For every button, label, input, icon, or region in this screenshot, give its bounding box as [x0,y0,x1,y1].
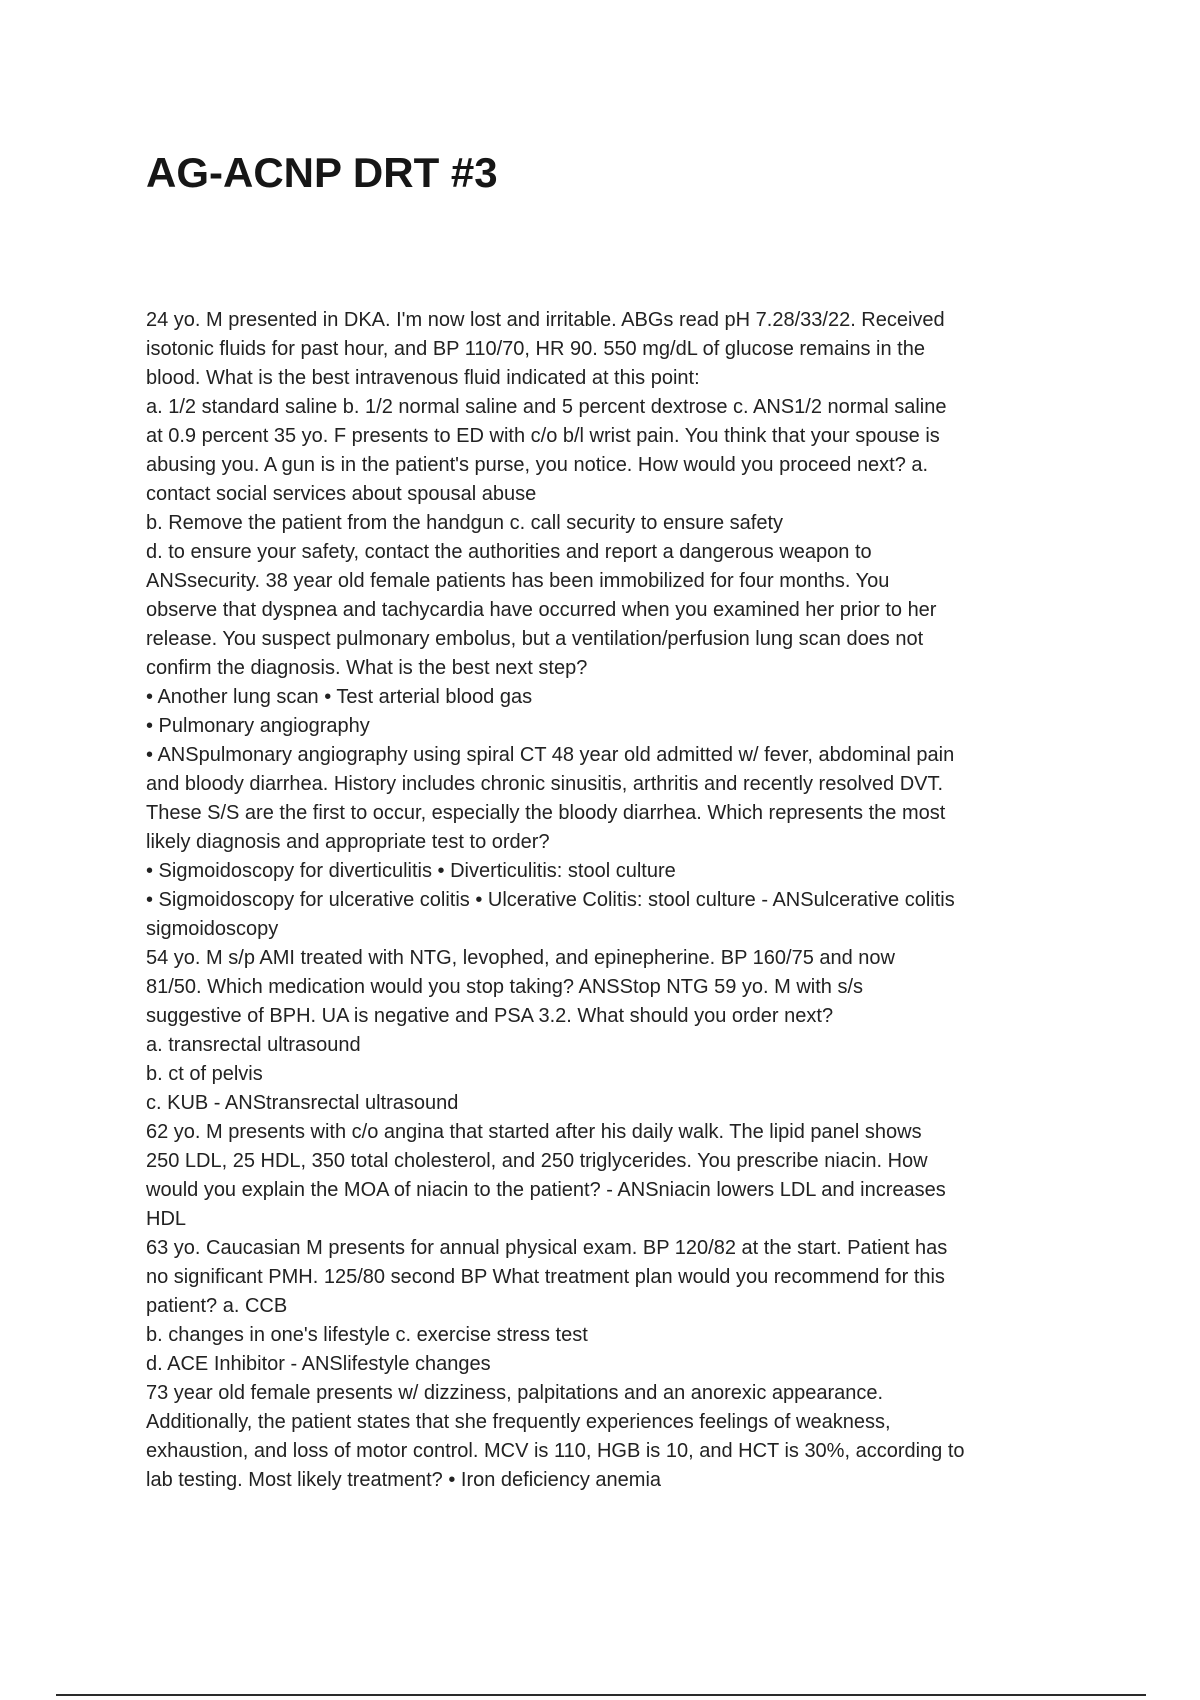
body-text-line: These S/S are the first to occur, especially the bloody diarrhea. Which represents the most [146,802,946,824]
body-text-line: c. KUB - ANStransrectal ultrasound [146,1092,459,1114]
page-bottom-rule [56,1694,1146,1696]
body-text-line: lab testing. Most likely treatment? • Iron deficiency anemia [146,1469,662,1491]
body-text-line: 62 yo. M presents with c/o angina that started after his daily walk. The lipid panel shows [146,1121,922,1143]
body-text-line: • ANSpulmonary angiography using spiral CT 48 year old admitted w/ fever, abdominal pain [146,744,955,766]
body-text-line: a. 1/2 standard saline b. 1/2 normal saline and 5 percent dextrose c. ANS1/2 normal saline [146,396,947,418]
body-text-line: blood. What is the best intravenous fluid indicated at this point: [146,367,700,389]
body-text-line: 24 yo. M presented in DKA. I'm now lost and irritable. ABGs read pH 7.28/33/22. Received [146,309,945,331]
body-text-line: b. Remove the patient from the handgun c. call security to ensure safety [146,512,784,534]
body-text-line: 81/50. Which medication would you stop taking? ANSStop NTG 59 yo. M with s/s [146,976,864,998]
body-text-line: exhaustion, and loss of motor control. MCV is 110, HGB is 10, and HCT is 30%, according to [146,1440,965,1462]
body-text-line: • Sigmoidoscopy for ulcerative colitis • Ulcerative Colitis: stool culture - ANSulcerative colitis [146,889,955,911]
body-text-line: Additionally, the patient states that she frequently experiences feelings of weakness, [146,1411,891,1433]
body-text-line: 63 yo. Caucasian M presents for annual physical exam. BP 120/82 at the start. Patient has [146,1237,948,1259]
body-text-line: would you explain the MOA of niacin to the patient? - ANSniacin lowers LDL and increases [146,1179,946,1201]
body-text-line: d. to ensure your safety, contact the authorities and report a dangerous weapon to [146,541,872,563]
body-text-line: 54 yo. M s/p AMI treated with NTG, levophed, and epinepherine. BP 160/75 and now [146,947,895,969]
body-text-line: • Sigmoidoscopy for diverticulitis • Diverticulitis: stool culture [146,860,676,882]
body-text-line: confirm the diagnosis. What is the best next step? [146,657,588,679]
body-text-line: suggestive of BPH. UA is negative and PSA 3.2. What should you order next? [146,1005,834,1027]
body-text-line: 250 LDL, 25 HDL, 350 total cholesterol, and 250 triglycerides. You prescribe niacin. How [146,1150,928,1172]
body-text-line: patient? a. CCB [146,1295,288,1317]
body-text-line: release. You suspect pulmonary embolus, but a ventilation/perfusion lung scan does not [146,628,924,650]
body-text-line: contact social services about spousal abuse [146,483,537,505]
body-text-line: abusing you. A gun is in the patient's purse, you notice. How would you proceed next? a. [146,454,929,476]
body-text-line: d. ACE Inhibitor - ANSlifestyle changes [146,1353,491,1375]
body-text-line: sigmoidoscopy [146,918,279,940]
body-text-line: a. transrectal ultrasound [146,1034,361,1056]
body-text-line: • Pulmonary angiography [146,715,370,737]
body-text-line: likely diagnosis and appropriate test to order? [146,831,550,853]
body-text-line: ANSsecurity. 38 year old female patients has been immobilized for four months. You [146,570,890,592]
body-text-line: HDL [146,1208,187,1230]
body-text-line: b. ct of pelvis [146,1063,263,1085]
body-text-line: 73 year old female presents w/ dizziness, palpitations and an anorexic appearance. [146,1382,884,1404]
body-text-line: b. changes in one's lifestyle c. exercise stress test [146,1324,588,1346]
body-text-line: observe that dyspnea and tachycardia have occurred when you examined her prior to her [146,599,937,621]
body-text-line: no significant PMH. 125/80 second BP What treatment plan would you recommend for this [146,1266,945,1288]
body-text-line: • Another lung scan • Test arterial blood gas [146,686,533,708]
document-title: AG-ACNP DRT #3 [146,149,498,196]
body-text-line: and bloody diarrhea. History includes chronic sinusitis, arthritis and recently resolved DVT. [146,773,944,795]
document-body [146,306,1066,1495]
body-text-line: isotonic fluids for past hour, and BP 110/70, HR 90. 550 mg/dL of glucose remains in the [146,338,925,360]
body-text-line: at 0.9 percent 35 yo. F presents to ED with c/o b/l wrist pain. You think that your spouse is [146,425,940,447]
